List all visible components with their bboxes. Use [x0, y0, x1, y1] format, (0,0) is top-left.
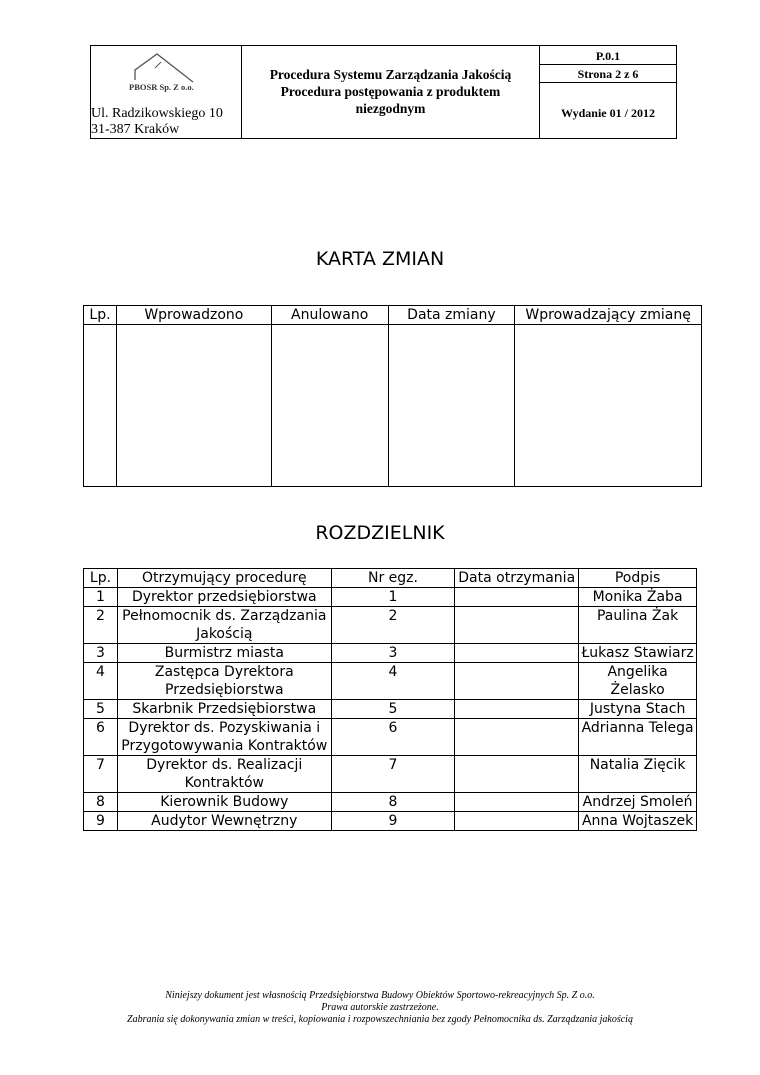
distribution-row	[84, 719, 697, 756]
row-recipient: Dyrektor ds. Pozyskiwania i Przygotowywania Kontraktów	[117, 719, 331, 756]
row-copy-number: 1	[331, 588, 455, 607]
col-signature: Podpis	[579, 569, 697, 588]
row-signature: Natalia Zięcik	[579, 756, 697, 793]
row-recipient: Zastępca Dyrektora Przedsiębiorstwa	[117, 663, 331, 700]
row-copy-number: 8	[331, 793, 455, 812]
row-signature: Angelika Żelasko	[579, 663, 697, 700]
col-copy-number: Nr egz.	[331, 569, 455, 588]
col-change-date: Data zmiany	[388, 306, 515, 325]
row-receipt-date	[455, 756, 579, 793]
distribution-row	[84, 588, 697, 607]
karta-zmian-heading: KARTA ZMIAN	[315, 248, 445, 270]
row-lp: 1	[84, 588, 118, 607]
footer-copyright: Prawa autorskie zastrzeżone.	[321, 1002, 439, 1013]
row-lp: 5	[84, 700, 118, 719]
address-city: 31-387 Kraków	[91, 122, 180, 137]
row-receipt-date	[455, 793, 579, 812]
company-logo	[121, 50, 221, 94]
header-company-cell	[91, 46, 242, 138]
header-title-cell	[242, 46, 540, 138]
document-header	[90, 45, 677, 139]
distribution-row	[84, 663, 697, 700]
address-street: Ul. Radzikowskiego 10	[91, 106, 223, 121]
col-lp: Lp.	[84, 569, 118, 588]
change-log-empty-row	[84, 325, 702, 487]
row-copy-number: 7	[331, 756, 455, 793]
row-recipient: Kierownik Budowy	[117, 793, 331, 812]
row-receipt-date	[455, 644, 579, 663]
footer-restriction: Zabrania się dokonywania zmian w treści, kopiowania i rozpowszechniania bez zgody Pełnomocnika ds. Zarządzania jakością	[127, 1014, 633, 1025]
distribution-table	[83, 568, 697, 831]
title-line-2: Procedura postępowania z produktem	[280, 84, 501, 99]
row-signature: Anna Wojtaszek	[579, 812, 697, 831]
rozdzielnik-heading: ROZDZIELNIK	[315, 522, 445, 544]
title-line-3: niezgodnym	[355, 101, 426, 116]
row-lp: 2	[84, 607, 118, 644]
row-recipient: Audytor Wewnętrzny	[117, 812, 331, 831]
row-recipient: Pełnomocnik ds. Zarządzania Jakością	[117, 607, 331, 644]
row-copy-number: 6	[331, 719, 455, 756]
row-signature: Andrzej Smoleń	[579, 793, 697, 812]
row-receipt-date	[455, 607, 579, 644]
row-receipt-date	[455, 663, 579, 700]
row-lp: 3	[84, 644, 118, 663]
row-lp: 8	[84, 793, 118, 812]
distribution-row	[84, 793, 697, 812]
company-address	[91, 106, 223, 138]
col-receipt-date: Data otrzymania	[455, 569, 579, 588]
distribution-row	[84, 812, 697, 831]
col-recipient: Otrzymujący procedurę	[117, 569, 331, 588]
document-footer	[0, 990, 760, 1026]
row-receipt-date	[455, 812, 579, 831]
row-receipt-date	[455, 588, 579, 607]
row-copy-number: 9	[331, 812, 455, 831]
row-copy-number: 3	[331, 644, 455, 663]
edition: Wydanie 01 / 2012	[561, 106, 655, 120]
title-line-1: Procedura Systemu Zarządzania Jakością	[269, 67, 512, 82]
page-number: Strona 2 z 6	[577, 67, 639, 81]
procedure-code: P.0.1	[595, 49, 621, 63]
col-lp: Lp.	[84, 306, 117, 325]
col-introducer: Wprowadzający zmianę	[515, 306, 702, 325]
row-lp: 7	[84, 756, 118, 793]
distribution-row	[84, 756, 697, 793]
row-signature: Monika Żaba	[579, 588, 697, 607]
change-log-table	[83, 305, 702, 487]
header-meta-cell	[540, 46, 676, 138]
row-signature: Justyna Stach	[579, 700, 697, 719]
col-introduced: Wprowadzono	[116, 306, 271, 325]
distribution-rows	[84, 588, 697, 831]
row-receipt-date	[455, 719, 579, 756]
procedure-title	[242, 66, 539, 117]
logo-text: PBOSR Sp. Z o.o.	[129, 82, 194, 92]
row-receipt-date	[455, 700, 579, 719]
change-log-header-row	[84, 306, 702, 325]
distribution-row	[84, 644, 697, 663]
row-lp: 4	[84, 663, 118, 700]
row-copy-number: 5	[331, 700, 455, 719]
row-copy-number: 2	[331, 607, 455, 644]
distribution-row	[84, 607, 697, 644]
row-recipient: Burmistrz miasta	[117, 644, 331, 663]
row-signature: Łukasz Stawiarz	[579, 644, 697, 663]
row-signature: Adrianna Telega	[579, 719, 697, 756]
row-copy-number: 4	[331, 663, 455, 700]
row-recipient: Skarbnik Przedsiębiorstwa	[117, 700, 331, 719]
row-lp: 9	[84, 812, 118, 831]
row-recipient: Dyrektor przedsiębiorstwa	[117, 588, 331, 607]
row-lp: 6	[84, 719, 118, 756]
row-recipient: Dyrektor ds. Realizacji Kontraktów	[117, 756, 331, 793]
distribution-header-row	[84, 569, 697, 588]
footer-ownership: Niniejszy dokument jest własnością Przedsiębiorstwa Budowy Obiektów Sportowo-rekreacyjnych Sp. Z o.o.	[165, 990, 595, 1001]
col-cancelled: Anulowano	[271, 306, 388, 325]
row-signature: Paulina Żak	[579, 607, 697, 644]
distribution-row	[84, 700, 697, 719]
